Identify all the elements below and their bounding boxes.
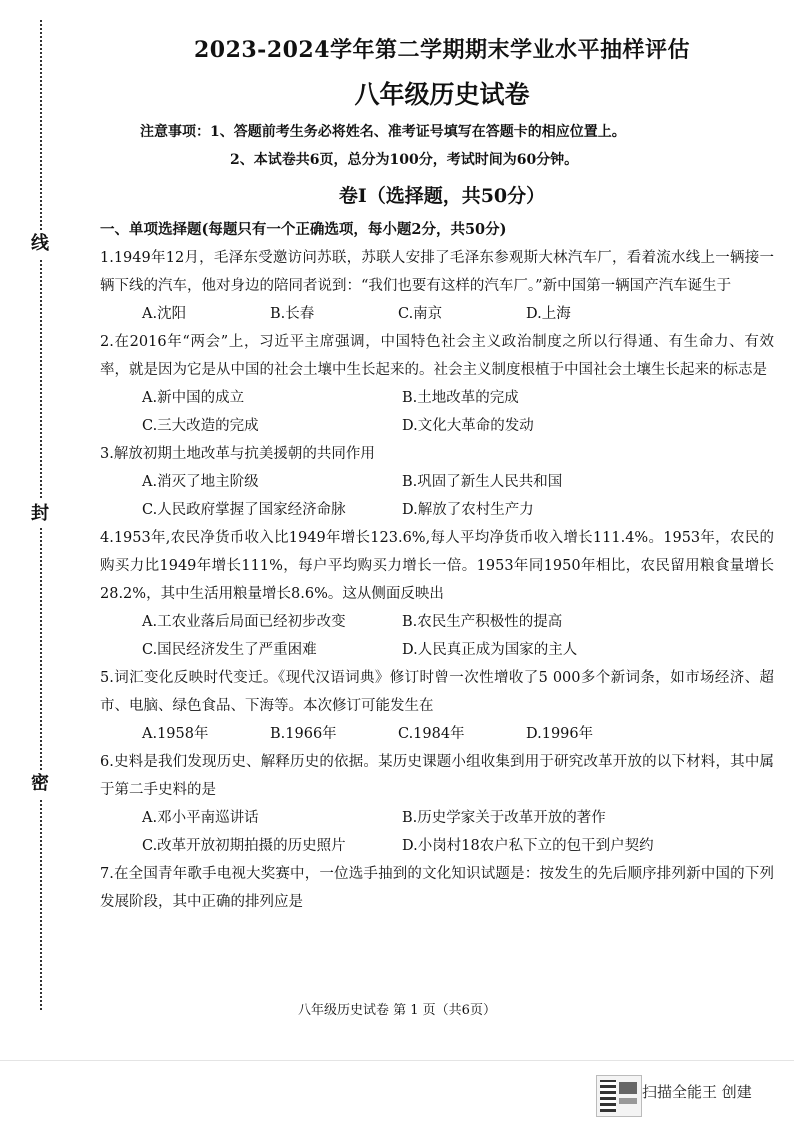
option-d: D.1996年 (526, 726, 594, 742)
option-a: A.工农业落后局面已经初步改变 (142, 614, 346, 630)
option-list (110, 608, 774, 664)
binding-char-mi: 密 (26, 770, 54, 798)
option-b: B.巩固了新生人民共和国 (402, 474, 563, 490)
exam-title: 2023-2024学年第二学期期末学业水平抽样评估 (193, 37, 691, 63)
option-c: C.三大改造的完成 (142, 418, 259, 434)
option-c: C.1984年 (398, 726, 465, 742)
option-b: B.长春 (270, 306, 315, 322)
section-title: 卷Ⅰ（选择题，共50分） (338, 185, 546, 207)
option-list (110, 300, 774, 328)
option-d: D.上海 (526, 306, 571, 322)
question-stem: 7.在全国青年歌手电视大奖赛中，一位选手抽到的文化知识试题是：按发生的先后顺序排列新中国的下列发展阶段，其中正确的排列应是 (100, 866, 774, 910)
option-d: D.解放了农村生产力 (402, 502, 534, 518)
question-stem: 5.词汇变化反映时代变迁。《现代汉语词典》修订时曾一次性增收了5 000多个新词条，如市场经济、超市、电脑、绿色食品、下海等。本次修订可能发生在 (100, 670, 774, 714)
option-b: B.1966年 (270, 726, 337, 742)
option-c: C.改革开放初期拍摄的历史照片 (142, 838, 346, 854)
option-c: C.国民经济发生了严重困难 (142, 642, 317, 658)
question-7 (100, 860, 774, 916)
binding-char-xian: 线 (26, 230, 54, 258)
option-c: C.南京 (398, 306, 443, 322)
camscanner-logo (596, 1075, 642, 1117)
option-list (110, 804, 774, 860)
option-b: B.历史学家关于改革开放的著作 (402, 810, 606, 826)
exam-subtitle: 八年级历史试卷 (354, 80, 530, 109)
option-a: A.1958年 (142, 726, 209, 742)
question-stem: 3.解放初期土地改革与抗美援朝的共同作用 (100, 446, 375, 462)
option-d: D.人民真正成为国家的主人 (402, 642, 578, 658)
question-stem: 6.史料是我们发现历史、解释历史的依据。某历史课题小组收集到用于研究改革开放的以下材料，其中属于第二手史料的是 (100, 754, 774, 798)
question-stem: 2.在2016年“两会”上，习近平主席强调，中国特色社会主义政治制度之所以行得通、有生命力、有效率，就是因为它是从中国的社会土壤中生长起来的。社会主义制度根植于中国社会土壤生长起来的标志是 (100, 334, 774, 378)
part-title: 一、单项选择题(每题只有一个正确选项，每小题2分，共50分) (100, 221, 507, 238)
question-4 (100, 524, 774, 664)
question-2 (100, 328, 774, 440)
notice-block (110, 118, 774, 174)
notice-line-1: 注意事项：1、答题前考生务必将姓名、准考证号填写在答题卡的相应位置上。 (140, 124, 626, 140)
question-stem: 1.1949年12月，毛泽东受邀访问苏联，苏联人安排了毛泽东参观斯大林汽车厂，看着流水线上一辆接一辆下线的汽车，他对身边的陪同者说到：“我们也要有这样的汽车厂。”新中国第一辆国产汽车诞生于 (100, 250, 774, 294)
question-1 (100, 244, 774, 328)
scanner-watermark-label: 扫描全能王 创建 (642, 1083, 752, 1101)
option-c: C.人民政府掌握了国家经济命脉 (142, 502, 346, 518)
logo-mark-small (619, 1098, 637, 1104)
option-a: A.消灭了地主阶级 (142, 474, 259, 490)
option-a: A.沈阳 (142, 306, 187, 322)
page-footer: 八年级历史试卷 第 1 页（共6页） (298, 1003, 496, 1018)
scan-divider (0, 1060, 794, 1061)
option-d: D.文化大革命的发动 (402, 418, 534, 434)
question-stem: 4.1953年,农民净货币收入比1949年增长123.6%,每人平均净货币收入增长111.4%。1953年，农民的购买力比1949年增长111%，每户平均购买力增长一倍。1953年同1950年相比，农民留用粮食量增长28.2%，其中生活用粮量增长8.6%。这从侧面反映出 (100, 530, 774, 602)
question-5 (100, 664, 774, 748)
option-list (110, 384, 774, 440)
option-list (110, 720, 774, 748)
exam-page (100, 24, 774, 916)
logo-mark (619, 1082, 637, 1094)
binding-char-feng: 封 (26, 500, 54, 528)
question-3 (100, 440, 774, 524)
option-b: B.农民生产积极性的提高 (402, 614, 563, 630)
option-b: B.土地改革的完成 (402, 390, 519, 406)
notice-line-2: 2、本试卷共6页，总分为100分，考试时间为60分钟。 (230, 152, 579, 168)
option-list (110, 468, 774, 524)
option-d: D.小岗村18农户私下立的包干到户契约 (402, 838, 654, 854)
option-a: A.邓小平南巡讲话 (142, 810, 259, 826)
question-6 (100, 748, 774, 860)
option-a: A.新中国的成立 (142, 390, 245, 406)
qr-code-icon (600, 1080, 616, 1112)
